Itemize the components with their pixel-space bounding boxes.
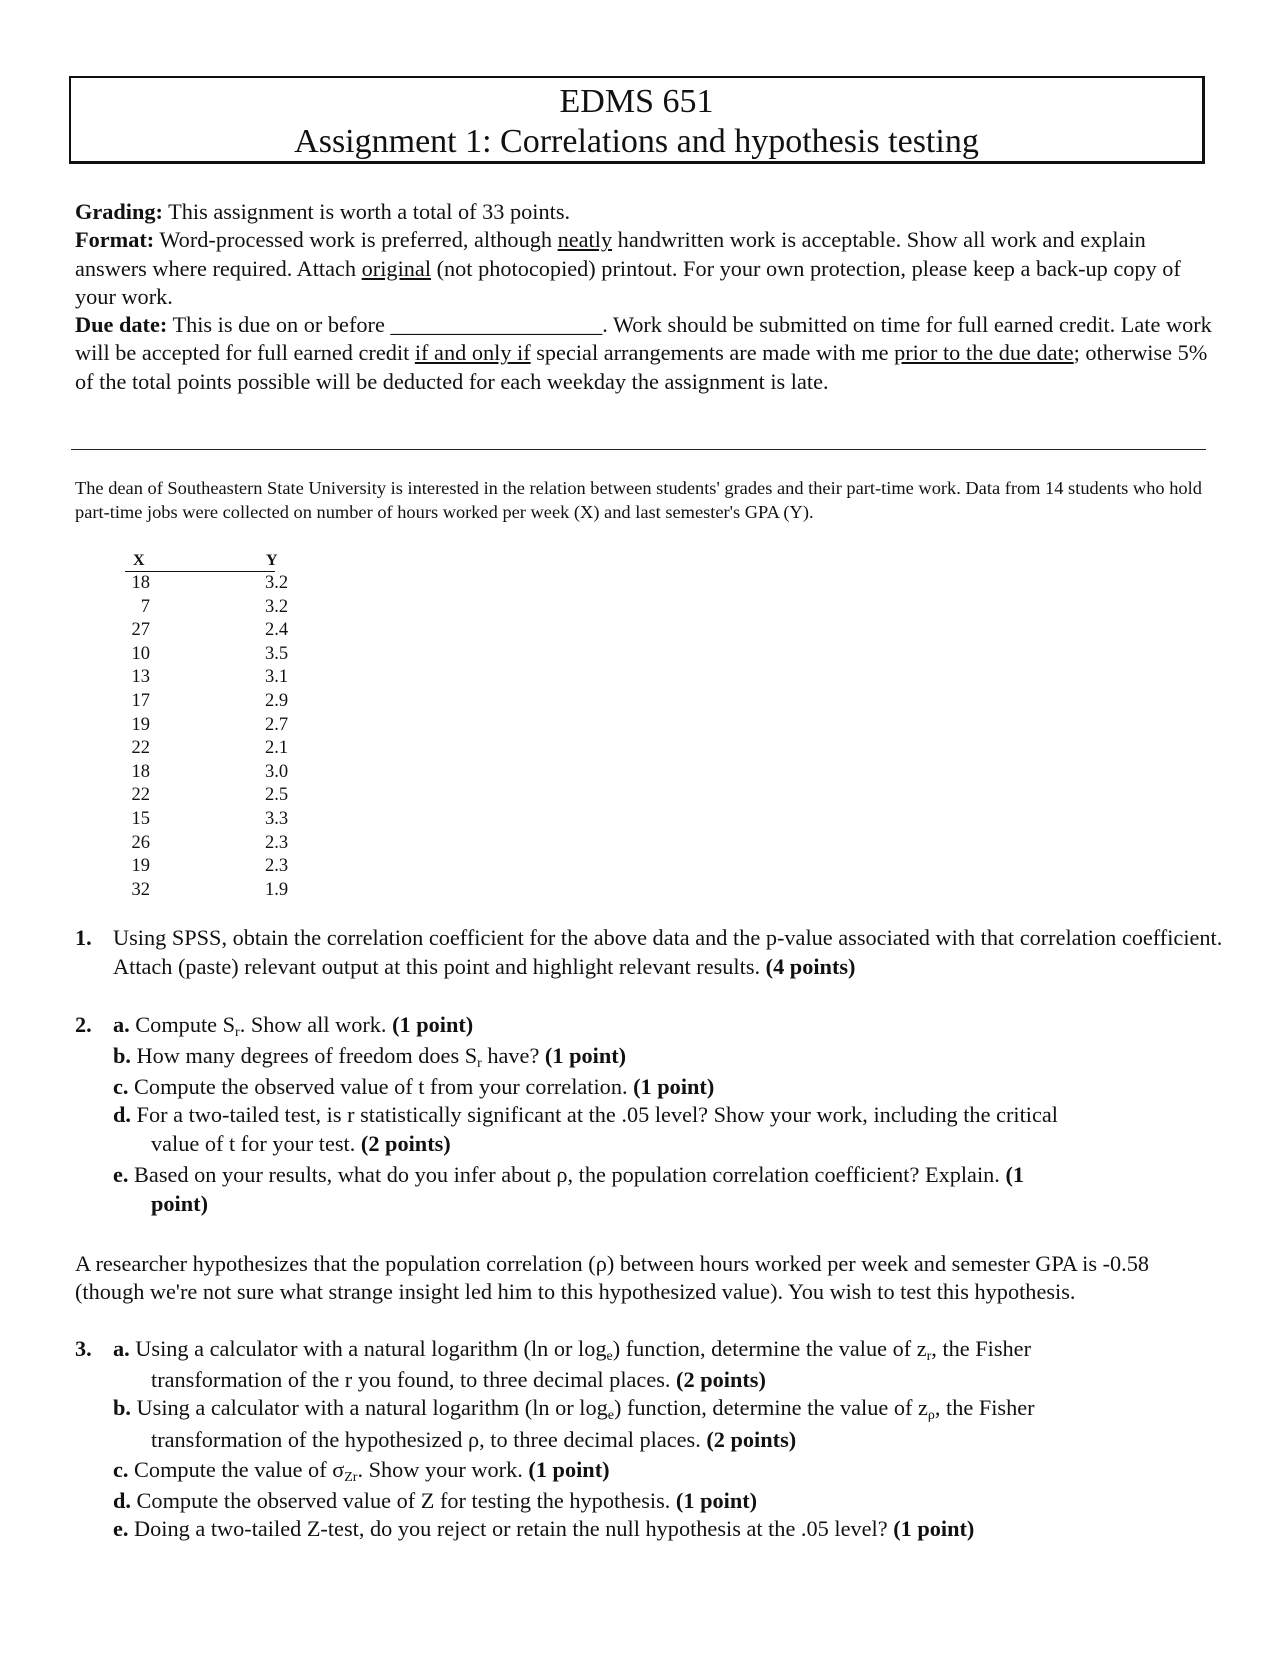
table-row [0, 714, 320, 738]
points: point) [151, 1190, 208, 1216]
sub-letter: d. [113, 1488, 131, 1513]
due-text: special arrangements are made with me [530, 340, 895, 366]
sub-text: . Show all work. [239, 1012, 393, 1037]
sub-letter: e. [113, 1516, 129, 1541]
sub-text: Compute S [129, 1012, 236, 1037]
sub-text: Compute the observed value of Z for testing the hypothesis. [130, 1488, 676, 1513]
y-value: 2.1 [265, 738, 289, 759]
due-text: This is due on or before ___________________. Work should be submitted on time for full earned credit. Late work will be accepted for full earned credit [75, 312, 1212, 366]
y-column-header: Y [266, 552, 278, 569]
table-row [0, 737, 320, 761]
sub-text: Compute the observed value of t from your correlation. [128, 1074, 634, 1099]
sub-text: have? [481, 1043, 545, 1068]
x-value: 26 [131, 832, 150, 853]
sub-text: How many degrees of freedom does S [130, 1043, 478, 1068]
y-value: 2.5 [265, 785, 289, 806]
sub-letter: b. [113, 1395, 131, 1420]
table-header [125, 551, 278, 572]
question-2e [113, 1161, 1213, 1218]
if-and-only-if-underlined: if and only if [414, 340, 531, 366]
subscript: ρ [927, 1408, 935, 1423]
question-3e [113, 1515, 974, 1544]
y-value: 2.4 [265, 620, 289, 641]
question-2b [113, 1042, 626, 1071]
y-value: 3.1 [265, 667, 289, 688]
x-value: 22 [131, 738, 150, 759]
question-3c [113, 1456, 610, 1485]
points: (1 point) [893, 1516, 975, 1541]
x-value: 18 [131, 573, 150, 593]
table-row [0, 596, 320, 620]
title-box [69, 76, 1205, 164]
original-underlined: original [361, 255, 432, 281]
table-row [0, 832, 320, 856]
table-row [0, 572, 320, 596]
sub-letter: a. [113, 1012, 130, 1037]
y-value: 3.0 [265, 761, 289, 782]
subscript: r [926, 1349, 932, 1364]
y-value: 1.9 [265, 879, 289, 900]
y-value: 3.3 [265, 809, 289, 829]
sub-text: Compute the value of σ [128, 1457, 345, 1482]
sub-text: Using a calculator with a natural logarithm (ln or log [130, 1395, 608, 1420]
format-text: Word-processed work is preferred, although [154, 227, 558, 253]
assignment-title: Assignment 1: Correlations and hypothesis testing [294, 123, 979, 160]
table-row [0, 879, 320, 903]
question-2c [113, 1073, 714, 1102]
x-value: 27 [131, 620, 150, 641]
points: (4 points) [765, 953, 856, 979]
sub-letter: d. [113, 1102, 131, 1127]
due-date-label: Due date: [75, 312, 168, 338]
sub-text: value of t for your test. [151, 1130, 361, 1156]
x-value: 17 [131, 691, 150, 711]
grading-text: This assignment is worth a total of 33 points. [162, 199, 571, 224]
points: (1 point) [544, 1043, 627, 1068]
subscript: r [477, 1056, 482, 1071]
x-value: 18 [131, 761, 150, 782]
grading-paragraph [75, 198, 1215, 226]
y-value: 3.2 [265, 596, 289, 617]
points: (1 point) [675, 1488, 758, 1513]
researcher-paragraph: A researcher hypothesizes that the population correlation (ρ) between hours worked per week and semester GPA is -0.58 (though we're not sure what strange insight led him to this hypothesized value). You wish to test this hypothesis. [75, 1251, 1150, 1305]
x-value: 15 [131, 809, 150, 829]
points: (2 points) [360, 1130, 451, 1156]
neatly-underlined: neatly [557, 227, 613, 253]
sub-text: transformation of the hypothesized ρ, to three decimal places. [151, 1427, 707, 1452]
y-value: 2.7 [265, 714, 289, 735]
sub-text: For a two-tailed test, is r statistically significant at the .05 level? Show your work, including the critical [130, 1102, 1058, 1127]
sub-text: Using a calculator with a natural logarithm (ln or log [129, 1336, 607, 1361]
subscript: Zr [344, 1470, 358, 1485]
sub-text: transformation of the r you found, to three decimal places. [151, 1367, 677, 1392]
prior-underlined: prior to the due date [894, 340, 1074, 366]
question-number: 3. [75, 1336, 92, 1361]
points: (1 [1005, 1162, 1025, 1187]
question-text: Using SPSS, obtain the correlation coefficient for the above data and the p-value associated with that correlation coefficient. Attach (paste) relevant output at this point and highlight relevant results. [113, 925, 1223, 979]
scenario-text: The dean of Southeastern State University is interested in the relation between students' grades and their part-time work. Data from 14 students who hold part-time jobs were collected on number of hours worked per week (X) and last semester's GPA (Y). [75, 478, 1202, 522]
x-value: 32 [131, 879, 150, 900]
y-value: 2.3 [265, 856, 289, 877]
table-row [0, 619, 320, 643]
question-3b [113, 1394, 1213, 1423]
sub-letter: c. [113, 1457, 129, 1482]
points: (2 points) [706, 1427, 797, 1452]
sub-text: , the Fisher [934, 1395, 1035, 1420]
table-row [0, 784, 320, 808]
sub-text: . Show your work. [357, 1457, 529, 1482]
x-value: 13 [131, 667, 150, 688]
x-value: 22 [131, 785, 150, 806]
points: (1 point) [528, 1457, 610, 1482]
points: (1 point) [633, 1074, 715, 1099]
question-number: 2. [75, 1012, 92, 1037]
sub-text: Doing a two-tailed Z-test, do you reject or retain the null hypothesis at the .05 level? [128, 1516, 894, 1541]
sub-text: Based on your results, what do you infer about ρ, the population correlation coefficient? Explain. [128, 1162, 1006, 1187]
course-title: EDMS 651 [559, 83, 714, 120]
table-row [0, 808, 320, 832]
points: (1 point) [392, 1012, 474, 1037]
table-row [0, 855, 320, 879]
format-text: (not photocopied) printout. For your own protection, please keep a back-up copy of your work. [75, 255, 1181, 309]
x-value: 19 [131, 714, 150, 735]
divider-rule [71, 449, 1206, 450]
x-value: 7 [140, 596, 150, 617]
table-row [0, 643, 320, 667]
y-value: 3.5 [265, 643, 289, 664]
question-1-text [113, 924, 1223, 981]
sub-text: , the Fisher [931, 1336, 1032, 1361]
points: (2 points) [676, 1367, 766, 1392]
due-text: ; otherwise 5% of the total points possible will be deducted for each weekday the assignment is late. [75, 340, 1208, 394]
sub-text: ) function, determine the value of z [613, 1395, 928, 1420]
format-text: handwritten work is acceptable. Show all work and explain answers where required. Attach [75, 227, 1146, 281]
y-value: 2.9 [265, 691, 289, 711]
due-date-paragraph [75, 311, 1215, 396]
subscript: e [607, 1408, 614, 1423]
question-3a-cont [151, 1366, 1211, 1395]
intro-section [75, 198, 1215, 396]
sub-letter: e. [113, 1162, 129, 1187]
format-paragraph [75, 226, 1215, 311]
x-value: 10 [131, 643, 150, 664]
sub-text: ) function, determine the value of z [612, 1336, 927, 1361]
question-2d [113, 1101, 1213, 1158]
question-3b-cont [151, 1426, 1211, 1455]
x-column-header: X [133, 552, 145, 569]
y-value: 3.2 [265, 573, 289, 593]
question-3d [113, 1487, 757, 1516]
question-3a [113, 1335, 1213, 1364]
table-row [0, 666, 320, 690]
sub-letter: a. [113, 1336, 130, 1361]
subscript: r [235, 1025, 240, 1040]
format-label: Format: [75, 227, 155, 253]
table-row [0, 690, 320, 714]
sub-letter: c. [113, 1074, 129, 1099]
x-value: 19 [131, 856, 150, 877]
grading-label: Grading: [75, 199, 163, 224]
y-value: 2.3 [265, 832, 289, 853]
table-row [0, 761, 320, 785]
subscript: e [606, 1349, 613, 1364]
question-number: 1. [75, 925, 92, 950]
sub-letter: b. [113, 1043, 131, 1068]
question-2a [113, 1011, 473, 1040]
